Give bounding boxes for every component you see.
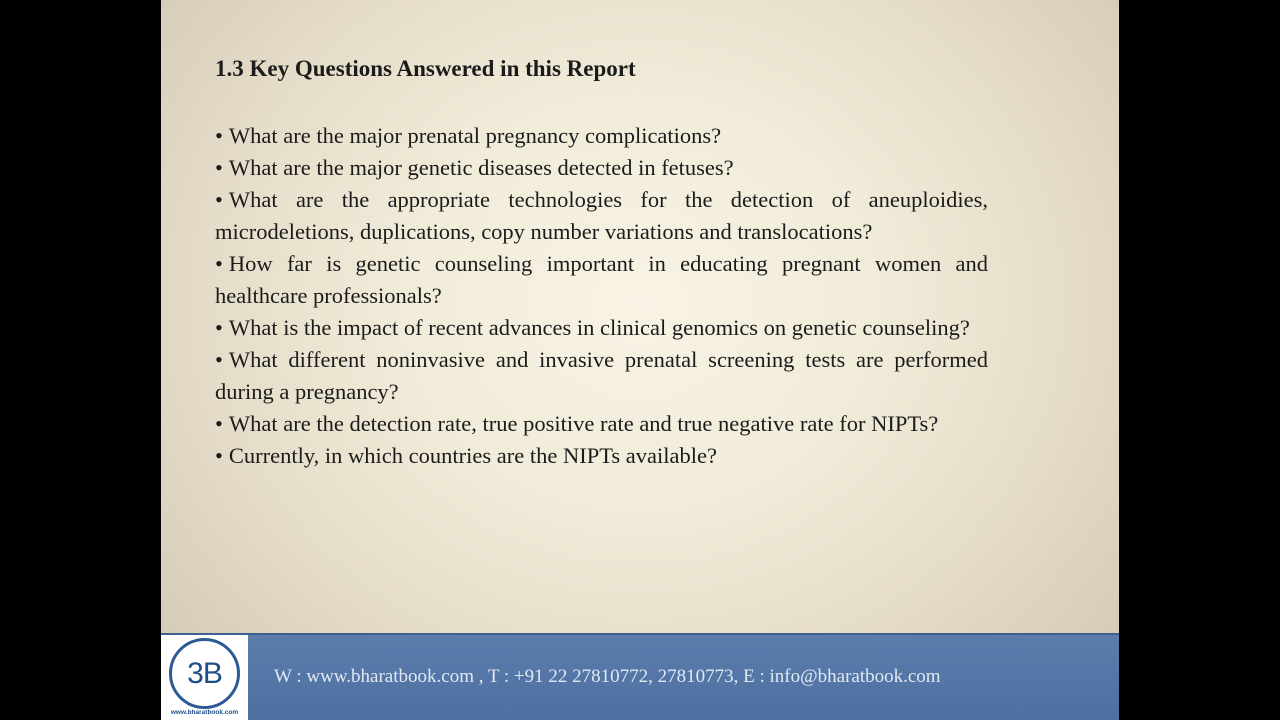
question-text: What is the impact of recent advances in clinical genomics on genetic counseling? — [228, 315, 970, 340]
question-item — [215, 408, 988, 440]
footer-bar — [161, 633, 1119, 720]
question-item — [215, 184, 988, 248]
logo-circle — [169, 638, 240, 709]
bullet: • — [215, 347, 223, 372]
logo-text: 3B — [187, 656, 222, 690]
bullet: • — [215, 251, 223, 276]
question-text: What are the appropriate technologies for the detection of aneuploidies, microdeletions, duplications, copy number variations and translocations? — [215, 187, 988, 244]
slide-title: 1.3 Key Questions Answered in this Report — [215, 56, 636, 81]
slide — [161, 0, 1119, 720]
question-item — [215, 152, 988, 184]
question-text: What are the major prenatal pregnancy complications? — [228, 123, 722, 148]
question-item — [215, 248, 988, 312]
bullet: • — [215, 411, 223, 436]
question-text: What are the detection rate, true positive rate and true negative rate for NIPTs? — [228, 411, 939, 436]
question-text: What different noninvasive and invasive prenatal screening tests are performed during a pregnancy? — [215, 347, 988, 404]
contact-info: W : www.bharatbook.com , T : +91 22 27810772, 27810773, E : info@bharatbook.com — [274, 666, 941, 687]
question-item — [215, 440, 988, 472]
question-text: How far is genetic counseling important in educating pregnant women and healthcare professionals? — [215, 251, 988, 308]
bullet: • — [215, 315, 223, 340]
bullet: • — [215, 155, 223, 180]
bullet: • — [215, 443, 223, 468]
question-text: What are the major genetic diseases detected in fetuses? — [228, 155, 734, 180]
bullet: • — [215, 123, 223, 148]
question-item — [215, 120, 988, 152]
question-text: Currently, in which countries are the NIPTs available? — [228, 443, 717, 468]
logo-url: www.bharatbook.com — [170, 709, 239, 716]
bullet: • — [215, 187, 223, 212]
company-logo — [161, 635, 248, 720]
question-item — [215, 344, 988, 408]
question-item — [215, 312, 988, 344]
questions-list — [215, 120, 988, 472]
